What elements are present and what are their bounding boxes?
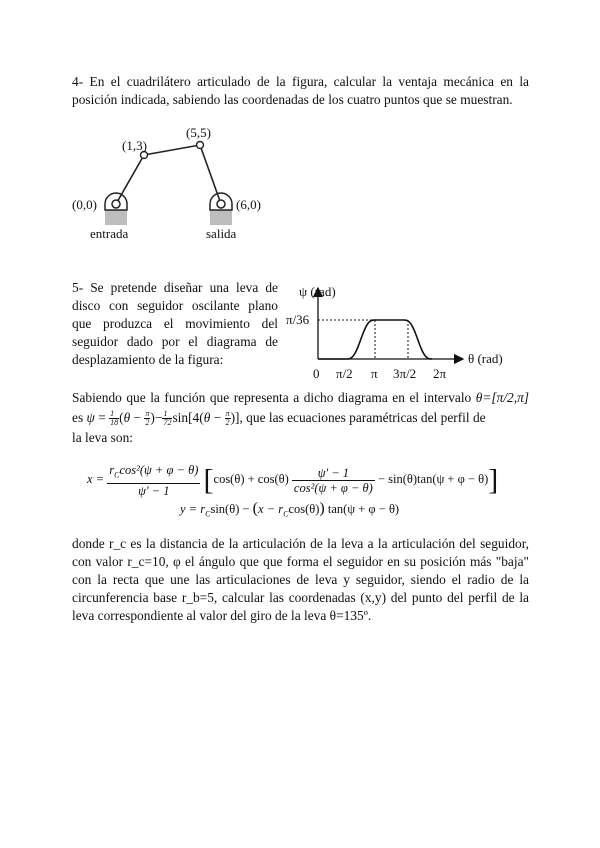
theta-symbol: θ <box>203 410 211 425</box>
problem-5-function-sentence <box>72 389 529 447</box>
frac-den: 2 <box>145 418 150 428</box>
closing-line: circunferencia base r_b=5, calcular las coordenadas (x,y) del punto del perfil de la <box>72 590 529 605</box>
closing-line: con valor r_c=10, φ el ángulo que que forma el seguidor en su posición más "baja" <box>72 554 529 569</box>
x-axis-label: θ (rad) <box>468 351 503 366</box>
problem-5-intro-line: disco con seguidor oscilante plano <box>72 298 278 313</box>
problem-5-intro <box>72 279 278 369</box>
equation-y: $y = r_C\sin(\theta) - (x - r_C\cos(\theta)) \tan(\psi + \varphi - \theta)$ <box>180 500 400 519</box>
equation-x <box>87 463 498 498</box>
link-input <box>116 155 144 204</box>
y-axis-label: ψ (rad) <box>299 284 336 299</box>
r-symbol: r <box>200 502 206 516</box>
psi-symbol: ψ <box>86 410 95 425</box>
label-point-a: (0,0) <box>72 197 97 212</box>
x-tick-label: π/2 <box>336 366 353 381</box>
eq-y-part: sin(θ) − <box>210 502 253 516</box>
r-symbol: r <box>278 502 284 516</box>
label-output: salida <box>206 226 237 241</box>
coef-1-18 <box>109 410 119 427</box>
equals: = <box>94 410 110 425</box>
bracket-part-b: − sin(θ)tan(ψ + φ − θ) <box>374 472 489 487</box>
bracket-part-a: cos(θ) + cos(θ) <box>213 472 289 487</box>
label-point-d: (6,0) <box>236 197 261 212</box>
coef-1-72 <box>162 410 172 427</box>
r-subscript: C <box>114 470 120 480</box>
r-subscript: C <box>205 509 211 519</box>
displacement-diagram <box>283 282 533 382</box>
ground-block-right <box>210 210 232 225</box>
sentence-line-3: la leva son: <box>72 430 133 445</box>
frac-den: 72 <box>163 418 172 428</box>
link-output <box>200 145 221 204</box>
numerator-rest: cos²(ψ + φ − θ) <box>119 463 199 477</box>
factor-four: 4 <box>192 410 200 425</box>
problem-4-line-2: posición indicada, sabiendo las coordenadas de los cuatro puntos que se muestran. <box>72 92 513 107</box>
closing-line: con la recta que une las articulaciones de leva y seguidor, siendo el radio de la <box>72 572 529 587</box>
minus: − <box>130 410 145 425</box>
problem-5-intro-line: seguidor dado por el diagrama de <box>72 334 278 349</box>
joint-c <box>197 142 204 149</box>
problem-4-line-1: 4- En el cuadrilátero articulado de la figura, calcular la ventaja mecánica en la <box>72 74 529 89</box>
problem-4-statement <box>72 73 529 109</box>
x-tick-label: 0 <box>313 366 320 381</box>
eq-x-lhs: x = <box>87 472 105 487</box>
r-subscript: C <box>283 509 289 519</box>
frac-num: 1 <box>162 410 172 419</box>
frac-num <box>107 463 200 484</box>
problem-5-intro-line: que produzca el movimiento del <box>72 316 278 331</box>
joint-d <box>217 200 225 208</box>
y-tick-label: π/36 <box>286 312 310 327</box>
ground-block-left <box>105 210 127 225</box>
psi-formula: ψ = $\frac{1}{18}$ (θ − $\frac{\pi}{2}$ )− $\frac{1}{72}$ sin[4(θ − $\frac{\pi}{2}$ )] <box>86 409 240 428</box>
problem-5-closing <box>72 535 529 625</box>
eq-y-part: cos(θ) <box>288 502 320 516</box>
theta-interval: θ=[π/2,π] <box>475 390 529 405</box>
joint-a <box>112 200 120 208</box>
eq-y-part: tan(ψ + φ − θ) <box>324 502 400 516</box>
eq-x-main-fraction <box>107 463 200 498</box>
frac-num: π <box>145 409 150 419</box>
frac-num: π <box>225 409 230 419</box>
four-bar-linkage-figure <box>60 120 290 245</box>
r-symbol: r <box>109 463 115 477</box>
sentence-line-1 <box>72 389 529 407</box>
open-bracket: [ <box>203 463 214 497</box>
eq-y-lhs: y = <box>180 502 201 516</box>
frac-den: ψ' − 1 <box>138 483 170 498</box>
label-point-c: (5,5) <box>186 125 211 140</box>
close-bracket: ] <box>488 463 499 497</box>
x-tick-label: 2π <box>433 366 447 381</box>
problem-5-intro-line: desplazamiento de la figura: <box>72 352 224 367</box>
sentence-text: es <box>72 410 87 425</box>
sin-fn: sin <box>172 410 189 425</box>
closing-line: leva correspondiente al valor del giro de la leva θ=135º. <box>72 608 372 623</box>
eq-x-inner-fraction <box>292 466 375 495</box>
theta-symbol: θ <box>123 410 131 425</box>
frac-num: ψ' − 1 <box>292 466 375 481</box>
sentence-line-2 <box>72 407 529 429</box>
frac-den: cos²(ψ + φ − θ) <box>293 480 373 495</box>
link-coupler <box>144 145 200 155</box>
x-tick-label: 3π/2 <box>393 366 417 381</box>
problem-5-intro-line: 5- Se pretende diseñar una leva de <box>72 280 278 295</box>
label-point-b: (1,3) <box>122 138 147 153</box>
sentence-text: , que las ecuaciones paramétricas del perfil de <box>239 410 486 425</box>
frac-num: 1 <box>109 410 119 419</box>
frac-den: 2 <box>225 418 230 428</box>
label-input: entrada <box>90 226 129 241</box>
closing-line: donde r_c es la distancia de la articulación de la leva a la articulación del seguidor, <box>72 536 529 551</box>
sentence-text: Sabiendo que la función que representa a dicho diagrama en el intervalo <box>72 390 476 405</box>
frac-den: 18 <box>110 418 119 428</box>
x-tick-label: π <box>371 366 378 381</box>
eq-y-part: x − <box>257 502 279 516</box>
